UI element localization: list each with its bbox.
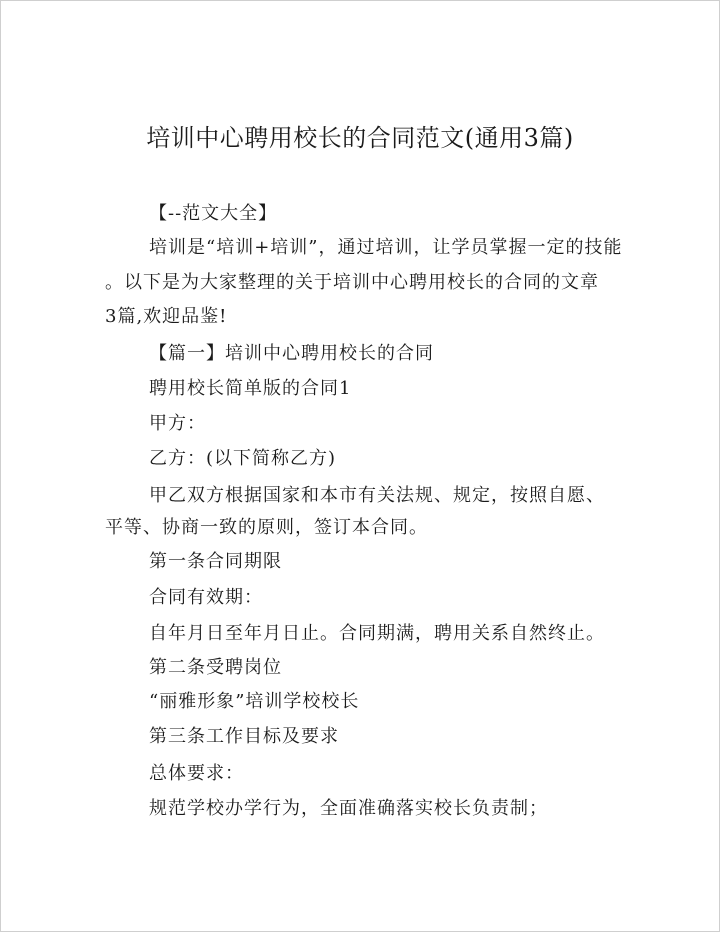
contract-title: 聘用校长简单版的合同1: [149, 378, 352, 399]
position-name: “丽雅形象”培训学校校长: [149, 691, 360, 712]
article-2-heading: 第二条受聘岗位: [149, 657, 282, 678]
category-tag: 【--范文大全】: [149, 203, 278, 224]
document-title: 培训中心聘用校长的合同范文(通用3篇): [146, 124, 574, 152]
preamble-line-1: 甲乙双方根据国家和本市有关法规、规定，按照自愿、: [149, 485, 605, 506]
article-1-heading: 第一条合同期限: [149, 551, 282, 572]
section-heading: 【篇一】培训中心聘用校长的合同: [149, 343, 434, 364]
intro-line-1: 培训是“培训+培训”，通过培训，让学员掌握一定的技能: [149, 237, 623, 258]
requirement-1: 规范学校办学行为，全面准确落实校长负责制；: [149, 798, 548, 819]
validity-period: 自年月日至年月日止。合同期满，聘用关系自然终止。: [149, 623, 605, 644]
party-a: 甲方：: [149, 413, 206, 434]
intro-line-2: 。以下是为大家整理的关于培训中心聘用校长的合同的文章: [105, 272, 599, 293]
validity-label: 合同有效期：: [149, 587, 263, 608]
preamble-line-2: 平等、协商一致的原则，签订本合同。: [105, 517, 428, 538]
general-requirements-label: 总体要求：: [149, 763, 244, 784]
article-3-heading: 第三条工作目标及要求: [149, 726, 339, 747]
intro-line-3: 3篇,欢迎品鉴!: [105, 306, 228, 327]
party-b: 乙方：(以下简称乙方): [149, 448, 337, 469]
